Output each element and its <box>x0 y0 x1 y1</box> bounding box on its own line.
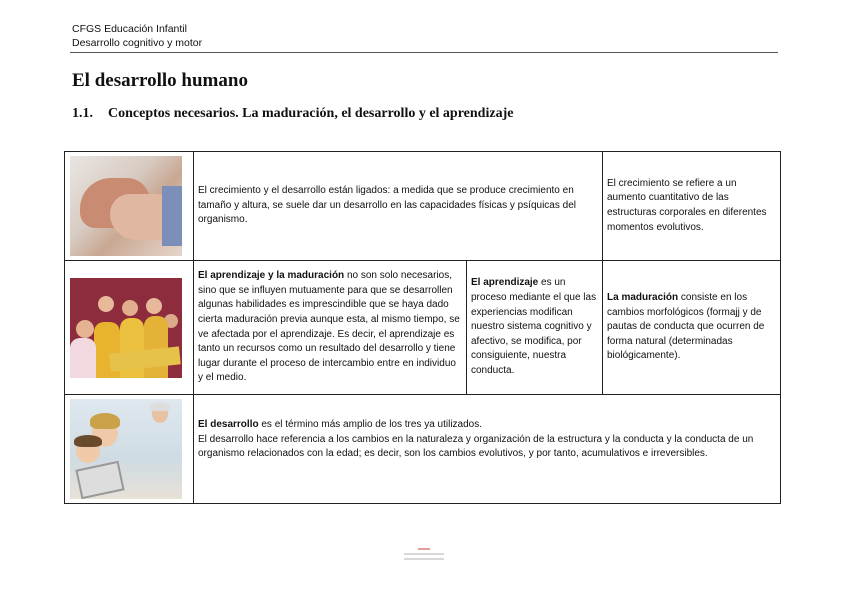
header-course: CFGS Educación Infantil <box>72 23 187 35</box>
maturation-term: La maduración <box>607 292 679 304</box>
maturation-definition-cell <box>603 261 781 395</box>
image-cell <box>65 395 194 504</box>
footer-logo <box>404 548 444 566</box>
development-line2: El desarrollo hace referencia a los cambios en la naturaleza y organización de la estructura y la conducta y la conducta de un organismo relacionados con la edad; es decir, son los cambios evolutivos, y por tanto, acumulativos e irreversibles. <box>198 433 754 460</box>
learning-maturation-term: El aprendizaje y la maduración <box>198 270 345 282</box>
growth-definition-cell: El crecimiento se refiere a un aumento cuantitativo de las estructuras corporales en diferentes momentos evolutivos. <box>603 152 781 261</box>
maturation-text: consiste en los cambios morfológicos (formajj y de pautas de conducta que ocurren de forma natural (determinadas biológicamente). <box>607 292 765 362</box>
learning-definition-cell <box>467 261 603 395</box>
children-photo <box>70 278 182 378</box>
concepts-table <box>64 151 781 504</box>
header-module: Desarrollo cognitivo y motor <box>72 37 203 49</box>
learning-maturation-text: no son solo necesarios, sino que se influyen mutuamente para que se desarrollen algunas habilidades es imprescindible que se haya dado cierta maduración previa aunque esta, al mismo tiempo, se ve afectada por el aprendizaje. Es decir, el aprendizaje es tanto un recursos como un resultado del desarrollo y tiene lugar durante el proceso de intercambio entre en individuo y el medio. <box>198 270 460 384</box>
development-term: El desarrollo <box>198 419 259 430</box>
image-cell <box>65 152 194 261</box>
development-cell <box>194 395 781 504</box>
development-line1 <box>198 418 776 433</box>
hands-photo <box>70 156 182 256</box>
page-title: El desarrollo humano <box>72 70 248 91</box>
table-row <box>65 395 781 504</box>
learning-text: es un proceso mediante el que las experiencias modifican nuestro sistema cognitivo y afectivo, se modifica, por consiguiente, nuestra conducta. <box>471 277 597 376</box>
table-row <box>65 152 781 261</box>
header-divider <box>70 52 778 53</box>
learning-maturation-cell <box>194 261 467 395</box>
section-heading <box>72 106 513 122</box>
image-cell <box>65 261 194 395</box>
development-intro: es el término más amplio de los tres ya utilizados. <box>258 419 483 430</box>
growth-development-cell: El crecimiento y el desarrollo están ligados: a medida que se produce crecimiento en tamaño y altura, se suele dar un desarrollo en las capacidades físicas y psíquicas del organismo. <box>194 152 603 261</box>
learning-term: El aprendizaje <box>471 277 539 289</box>
family-tablet-photo <box>70 399 182 499</box>
section-number: 1.1. <box>72 106 93 121</box>
section-title: Conceptos necesarios. La maduración, el desarrollo y el aprendizaje <box>108 106 514 121</box>
page-header <box>72 22 202 50</box>
table-row <box>65 261 781 395</box>
